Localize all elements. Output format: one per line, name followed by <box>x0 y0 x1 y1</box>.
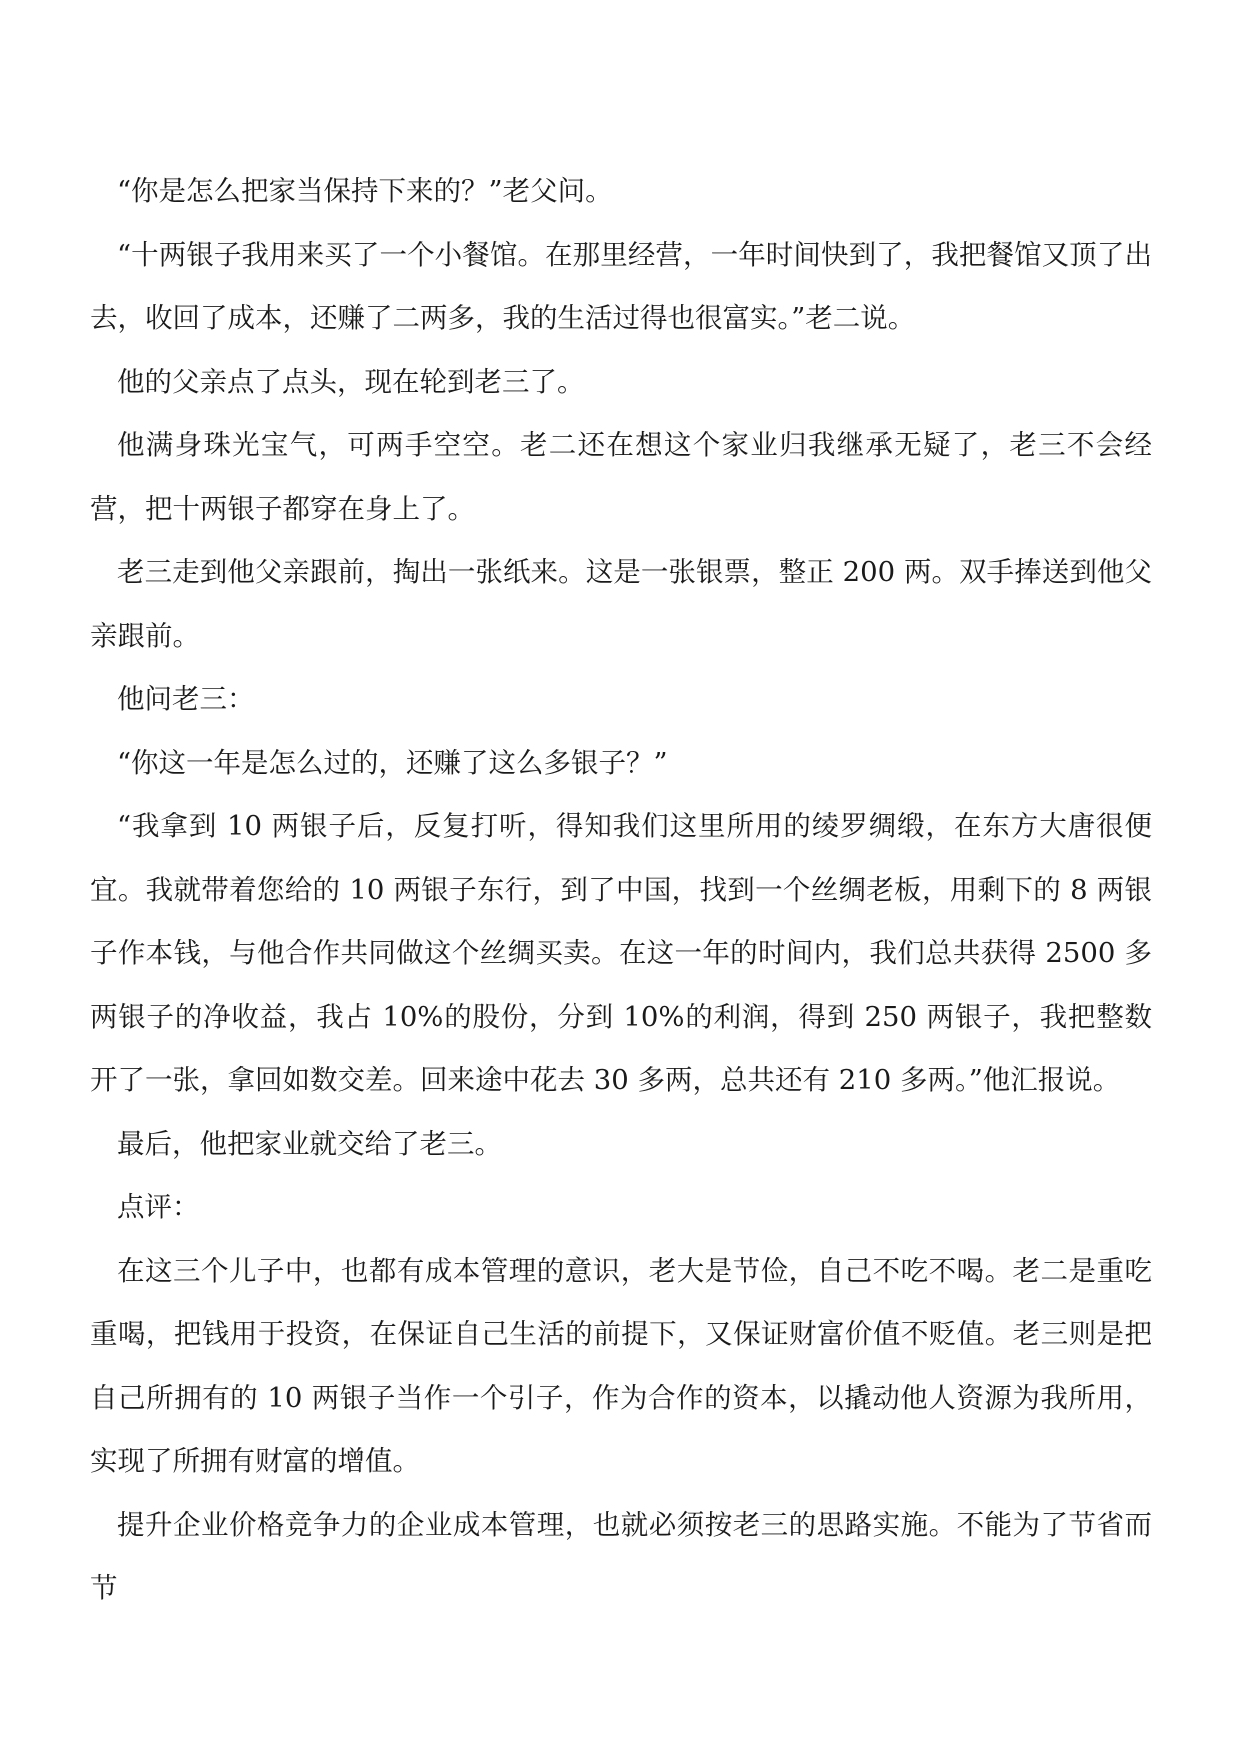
paragraph-commentary-heading: 点评： <box>117 1191 200 1223</box>
document-body <box>90 160 1152 1621</box>
paragraph-father-question: “你是怎么把家当保持下来的？”老父问。 <box>117 175 613 207</box>
paragraph-third-son-report: “我拿到 10 两银子后，反复打听，得知我们这里所用的绫罗绸缎，在东方大唐很便宜。我就带着您给的 10 两银子东行，到了中国，找到一个丝绸老板，用剩下的 8 两银子作本钱，与他合作共同做这个丝绸买卖。在这一年的时间内，我们总共获得 2500 多两银子的净收益，我占 10%的股份，分到 10%的利润，得到 250 两银子，我把整数开了一张，拿回如数交差。回来途中花去 30 多两，总共还有 210 多两。”他汇报说。 <box>90 810 1152 1096</box>
paragraph-inheritance: 最后，他把家业就交给了老三。 <box>117 1127 502 1160</box>
paragraph-question-how: “你这一年是怎么过的，还赚了这么多银子？” <box>117 746 668 779</box>
paragraph-asks-third-son: 他问老三： <box>117 683 255 715</box>
paragraph-conclusion: 提升企业价格竞争力的企业成本管理，也就必须按老三的思路实施。不能为了节省而节 <box>90 1508 1152 1604</box>
paragraph-father-nods: 他的父亲点了点头，现在轮到老三了。 <box>117 365 585 398</box>
paragraph-commentary: 在这三个儿子中，也都有成本管理的意识，老大是节俭，自己不吃不喝。老二是重吃重喝，把钱用于投资，在保证自己生活的前提下，又保证财富价值不贬值。老三则是把自己所拥有的 10 两银子当作一个引子，作为合作的资本，以撬动他人资源为我所用，实现了所拥有财富的增值。 <box>90 1254 1152 1477</box>
paragraph-silver-note: 老三走到他父亲跟前，掏出一张纸来。这是一张银票，整正 200 两。双手捧送到他父亲跟前。 <box>90 556 1152 652</box>
paragraph-third-son-appearance: 他满身珠光宝气，可两手空空。老二还在想这个家业归我继承无疑了，老三不会经营，把十两银子都穿在身上了。 <box>90 429 1152 525</box>
paragraph-second-son-reply: “十两银子我用来买了一个小餐馆。在那里经营，一年时间快到了，我把餐馆又顶了出去，收回了成本，还赚了二两多，我的生活过得也很富实。”老二说。 <box>90 238 1152 334</box>
